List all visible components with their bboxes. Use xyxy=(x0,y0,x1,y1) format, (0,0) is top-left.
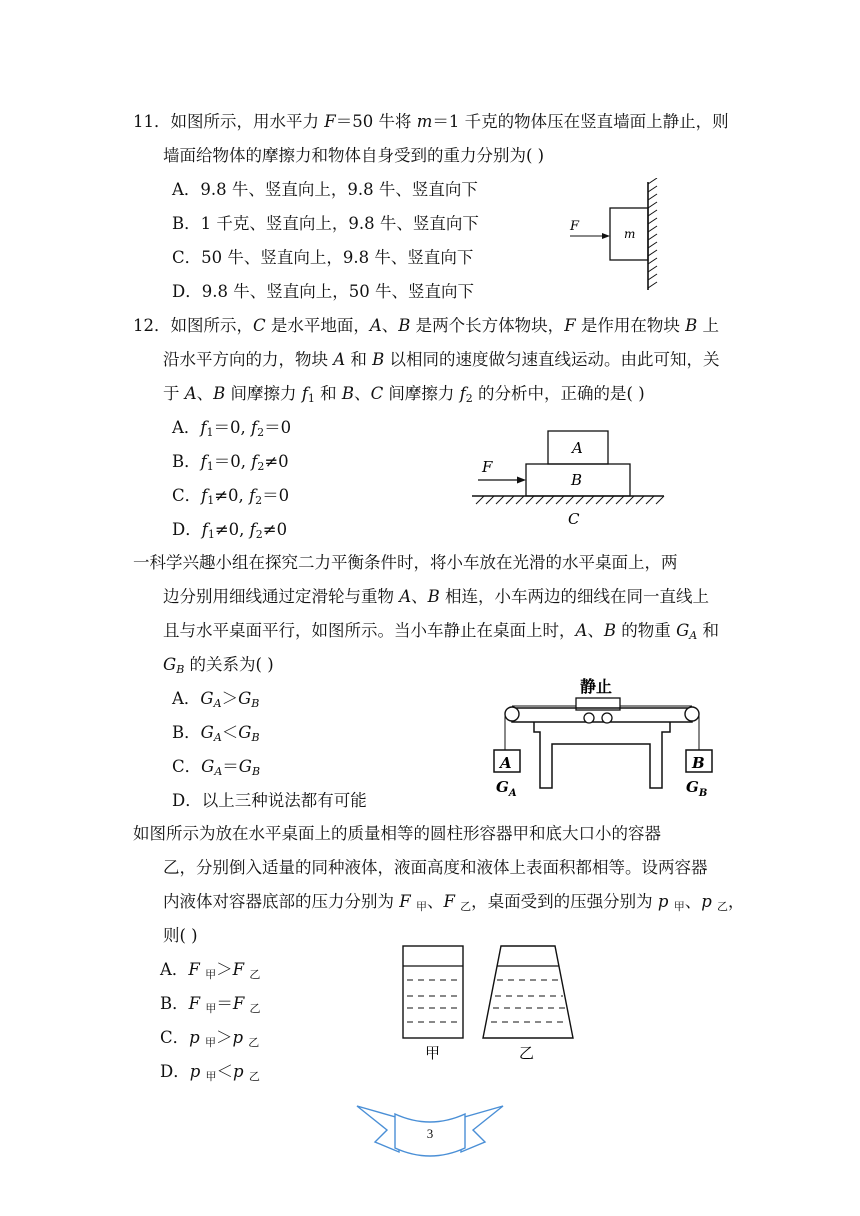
q13-figure-pulley-table xyxy=(488,672,718,802)
q11-stem-line2: 墙面给物体的摩擦力和物体自身受到的重力分别为( ) xyxy=(163,146,545,165)
q13-stem-line1: 一科学兴趣小组在探究二力平衡条件时，将小车放在光滑的水平桌面上，两 xyxy=(133,553,678,572)
q14-stem-line2: 乙，分别倒入适量的同种液体，液面高度和液体上表面积都相等。设两容器 xyxy=(163,858,708,877)
q12-force-label: F xyxy=(482,458,493,476)
q11-option-b[interactable]: B．1 千克、竖直向上，9.8 牛、竖直向下 xyxy=(172,214,479,233)
q11-option-d[interactable]: D．9.8 牛、竖直向上，50 牛、竖直向下 xyxy=(172,282,474,301)
q13-stem-line3: 且与水平桌面平行，如图所示。当小车静止在桌面上时，A、B 的物重 $G_A$ 和 xyxy=(163,621,719,642)
q12-stem-line3: 于 A、B 间摩擦力 $f_1$ 和 B、C 间摩擦力 $f_2$ 的分析中，正确的是( ) xyxy=(163,384,645,405)
page-footer-ribbon xyxy=(355,1100,505,1162)
q11-force-label: F xyxy=(570,219,580,234)
q13-option-c[interactable]: C．$G_A=G_B$ xyxy=(172,757,261,778)
q11-option-a[interactable]: A．9.8 牛、竖直向上，9.8 牛、竖直向下 xyxy=(172,180,478,199)
q13-weight-a-label: A xyxy=(500,754,512,772)
q12-stem-line2: 沿水平方向的力，物块 A 和 B 以相同的速度做匀速直线运动。由此可知，关 xyxy=(163,350,720,369)
q12-option-d[interactable]: D．$f_1\ne 0$, $f_2\ne 0$ xyxy=(172,520,288,541)
q11-figure-wall-block xyxy=(560,178,670,296)
q13-option-d[interactable]: D．以上三种说法都有可能 xyxy=(172,791,367,810)
q13-stem-line2: 边分别用细线通过定滑轮与重物 A、B 相连，小车两边的细线在同一直线上 xyxy=(163,587,710,606)
q14-container-yi-label: 乙 xyxy=(519,1044,535,1062)
q14-stem-line3: 内液体对容器底部的压力分别为 F $_甲$、F $_乙$，桌面受到的压强分别为 p $_甲$、p $_乙$， xyxy=(163,892,745,913)
q13-state-label: 静止 xyxy=(580,677,613,696)
q14-option-a[interactable]: A．F $_甲$＞F $_乙$ xyxy=(160,960,261,981)
q11-mass-label: m xyxy=(624,227,636,241)
q12-block-b-label: B xyxy=(571,471,583,489)
q12-figure-blocks xyxy=(468,428,668,532)
q13-ga-label: $G_A$ xyxy=(496,778,517,799)
q12-option-a[interactable]: A．$f_1=0$, $f_2=0$ xyxy=(172,418,292,439)
q11-stem-line1: 11．如图所示，用水平力 F＝50 牛将 m＝1 千克的物体压在竖直墙面上静止，则 xyxy=(133,112,729,131)
q14-option-d[interactable]: D．p $_甲$＜p $_乙$ xyxy=(160,1062,260,1083)
q13-weight-b-label: B xyxy=(692,754,705,772)
q13-stem-line4: $G_B$ 的关系为( ) xyxy=(163,655,274,676)
q12-block-a-label: A xyxy=(572,439,583,457)
q13-option-b[interactable]: B．$G_A<G_B$ xyxy=(172,723,260,744)
q14-container-jia-label: 甲 xyxy=(425,1044,441,1062)
q14-figure-containers xyxy=(395,940,585,1068)
q14-option-b[interactable]: B．F $_甲$＝F $_乙$ xyxy=(160,994,261,1015)
q14-option-c[interactable]: C．p $_甲$＞p $_乙$ xyxy=(160,1028,260,1049)
q14-stem-line1: 如图所示为放在水平桌面上的质量相等的圆柱形容器甲和底大口小的容器 xyxy=(133,824,661,843)
q11-option-c[interactable]: C．50 牛、竖直向上，9.8 牛、竖直向下 xyxy=(172,248,474,267)
q12-option-c[interactable]: C．$f_1\ne 0$, $f_2=0$ xyxy=(172,486,290,507)
page-number: 3 xyxy=(426,1126,434,1141)
q13-option-a[interactable]: A．$G_A>G_B$ xyxy=(172,689,260,710)
q12-option-b[interactable]: B．$f_1=0$, $f_2\ne 0$ xyxy=(172,452,289,473)
q14-stem-line4: 则( ) xyxy=(163,926,198,945)
q12-stem-line1: 12．如图所示，C 是水平地面，A、B 是两个长方体物块，F 是作用在物块 B 上 xyxy=(133,316,720,335)
q13-gb-label: $G_B$ xyxy=(686,778,708,799)
q12-ground-label: C xyxy=(568,510,580,528)
